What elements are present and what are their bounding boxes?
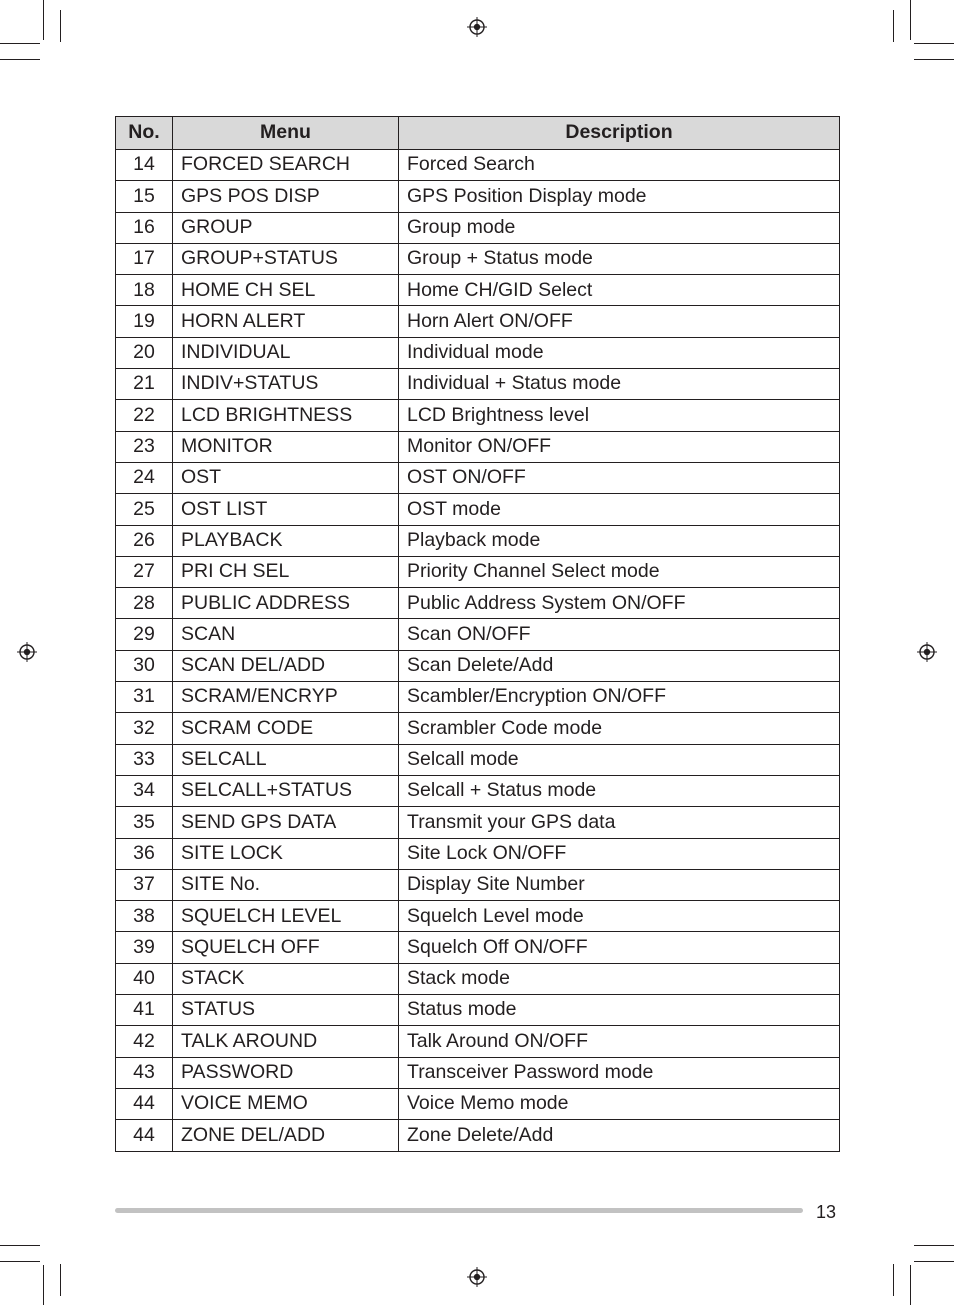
cell-menu: HOME CH SEL bbox=[173, 275, 399, 306]
table-row bbox=[116, 1088, 840, 1119]
table-row bbox=[116, 1057, 840, 1088]
table-row bbox=[116, 588, 840, 619]
cell-description: Individual + Status mode bbox=[399, 369, 840, 400]
page-number: 13 bbox=[816, 1202, 837, 1222]
cell-no: 33 bbox=[116, 744, 173, 775]
table-row bbox=[116, 212, 840, 243]
cell-menu: SITE LOCK bbox=[173, 838, 399, 869]
cell-no: 21 bbox=[116, 369, 173, 400]
table-row bbox=[116, 838, 840, 869]
crop-mark bbox=[914, 1261, 954, 1262]
table-row bbox=[116, 494, 840, 525]
cell-menu: ZONE DEL/ADD bbox=[173, 1120, 399, 1151]
cell-menu: STATUS bbox=[173, 995, 399, 1026]
cell-description: Talk Around ON/OFF bbox=[399, 1026, 840, 1057]
cell-menu: SELCALL bbox=[173, 744, 399, 775]
cell-description: Selcall + Status mode bbox=[399, 775, 840, 806]
table-row bbox=[116, 556, 840, 587]
column-header-description: Description bbox=[399, 117, 840, 150]
table-row bbox=[116, 1120, 840, 1151]
cell-menu: OST bbox=[173, 462, 399, 493]
cell-menu: MONITOR bbox=[173, 431, 399, 462]
cell-description: Zone Delete/Add bbox=[399, 1120, 840, 1151]
cell-no: 30 bbox=[116, 650, 173, 681]
table-row bbox=[116, 619, 840, 650]
registration-mark-icon bbox=[467, 1267, 487, 1287]
registration-mark-icon bbox=[917, 642, 937, 662]
registration-mark-icon bbox=[17, 642, 37, 662]
cell-no: 41 bbox=[116, 995, 173, 1026]
cell-no: 26 bbox=[116, 525, 173, 556]
cell-description: Horn Alert ON/OFF bbox=[399, 306, 840, 337]
cell-menu: FORCED SEARCH bbox=[173, 150, 399, 181]
crop-mark bbox=[60, 10, 61, 42]
table-row bbox=[116, 869, 840, 900]
cell-menu: PUBLIC ADDRESS bbox=[173, 588, 399, 619]
crop-mark bbox=[43, 0, 44, 40]
table-row bbox=[116, 932, 840, 963]
crop-mark bbox=[914, 43, 954, 44]
cell-menu: STACK bbox=[173, 963, 399, 994]
cell-no: 24 bbox=[116, 462, 173, 493]
registration-mark-icon bbox=[467, 17, 487, 37]
cell-description: GPS Position Display mode bbox=[399, 181, 840, 212]
cell-menu: GPS POS DISP bbox=[173, 181, 399, 212]
cell-no: 16 bbox=[116, 212, 173, 243]
cell-no: 19 bbox=[116, 306, 173, 337]
cell-no: 40 bbox=[116, 963, 173, 994]
cell-menu: SCAN DEL/ADD bbox=[173, 650, 399, 681]
crop-mark bbox=[60, 1264, 61, 1296]
cell-description: Squelch Off ON/OFF bbox=[399, 932, 840, 963]
cell-description: Group mode bbox=[399, 212, 840, 243]
cell-description: Squelch Level mode bbox=[399, 901, 840, 932]
cell-description: Forced Search bbox=[399, 150, 840, 181]
cell-menu: SEND GPS DATA bbox=[173, 807, 399, 838]
cell-menu: SCAN bbox=[173, 619, 399, 650]
table-row bbox=[116, 243, 840, 274]
cell-description: Scan Delete/Add bbox=[399, 650, 840, 681]
cell-no: 44 bbox=[116, 1088, 173, 1119]
cell-description: Playback mode bbox=[399, 525, 840, 556]
cell-description: Public Address System ON/OFF bbox=[399, 588, 840, 619]
cell-menu: SITE No. bbox=[173, 869, 399, 900]
cell-description: OST ON/OFF bbox=[399, 462, 840, 493]
cell-description: Transceiver Password mode bbox=[399, 1057, 840, 1088]
cell-description: Scrambler Code mode bbox=[399, 713, 840, 744]
cell-no: 29 bbox=[116, 619, 173, 650]
cell-menu: SCRAM CODE bbox=[173, 713, 399, 744]
column-header-menu: Menu bbox=[173, 117, 399, 150]
crop-mark bbox=[914, 59, 954, 60]
cell-description: Display Site Number bbox=[399, 869, 840, 900]
table-row bbox=[116, 431, 840, 462]
crop-mark bbox=[0, 43, 40, 44]
cell-no: 42 bbox=[116, 1026, 173, 1057]
cell-description: Transmit your GPS data bbox=[399, 807, 840, 838]
crop-mark bbox=[0, 1245, 40, 1246]
cell-no: 17 bbox=[116, 243, 173, 274]
cell-no: 15 bbox=[116, 181, 173, 212]
cell-description: Monitor ON/OFF bbox=[399, 431, 840, 462]
crop-mark bbox=[910, 1265, 911, 1305]
cell-no: 43 bbox=[116, 1057, 173, 1088]
cell-no: 14 bbox=[116, 150, 173, 181]
crop-mark bbox=[0, 59, 40, 60]
table-row bbox=[116, 337, 840, 368]
cell-menu: INDIV+STATUS bbox=[173, 369, 399, 400]
column-header-no: No. bbox=[116, 117, 173, 150]
cell-no: 34 bbox=[116, 775, 173, 806]
table-row bbox=[116, 963, 840, 994]
cell-no: 38 bbox=[116, 901, 173, 932]
cell-no: 27 bbox=[116, 556, 173, 587]
table-row bbox=[116, 400, 840, 431]
cell-no: 44 bbox=[116, 1120, 173, 1151]
cell-description: Individual mode bbox=[399, 337, 840, 368]
table-row bbox=[116, 807, 840, 838]
cell-menu: PRI CH SEL bbox=[173, 556, 399, 587]
crop-mark bbox=[914, 1245, 954, 1246]
cell-description: Priority Channel Select mode bbox=[399, 556, 840, 587]
table-row bbox=[116, 744, 840, 775]
cell-no: 28 bbox=[116, 588, 173, 619]
table-row bbox=[116, 682, 840, 713]
cell-menu: PASSWORD bbox=[173, 1057, 399, 1088]
cell-menu: OST LIST bbox=[173, 494, 399, 525]
cell-no: 20 bbox=[116, 337, 173, 368]
cell-description: Group + Status mode bbox=[399, 243, 840, 274]
table-row bbox=[116, 369, 840, 400]
cell-no: 25 bbox=[116, 494, 173, 525]
footer-bar bbox=[115, 1208, 803, 1213]
cell-menu: VOICE MEMO bbox=[173, 1088, 399, 1119]
cell-no: 22 bbox=[116, 400, 173, 431]
cell-description: Status mode bbox=[399, 995, 840, 1026]
cell-no: 36 bbox=[116, 838, 173, 869]
cell-menu: INDIVIDUAL bbox=[173, 337, 399, 368]
cell-menu: SQUELCH LEVEL bbox=[173, 901, 399, 932]
cell-description: Scan ON/OFF bbox=[399, 619, 840, 650]
table-row bbox=[116, 462, 840, 493]
cell-description: Stack mode bbox=[399, 963, 840, 994]
cell-menu: PLAYBACK bbox=[173, 525, 399, 556]
cell-menu: GROUP+STATUS bbox=[173, 243, 399, 274]
crop-mark bbox=[43, 1265, 44, 1305]
table-header bbox=[116, 117, 840, 150]
cell-menu: LCD BRIGHTNESS bbox=[173, 400, 399, 431]
cell-description: LCD Brightness level bbox=[399, 400, 840, 431]
table-header-row bbox=[116, 117, 840, 150]
cell-description: Home CH/GID Select bbox=[399, 275, 840, 306]
table-row bbox=[116, 901, 840, 932]
menu-function-table bbox=[115, 116, 840, 1152]
crop-mark bbox=[910, 0, 911, 40]
cell-description: Scambler/Encryption ON/OFF bbox=[399, 682, 840, 713]
table-row bbox=[116, 713, 840, 744]
cell-no: 31 bbox=[116, 682, 173, 713]
cell-description: Selcall mode bbox=[399, 744, 840, 775]
cell-description: Site Lock ON/OFF bbox=[399, 838, 840, 869]
table-row bbox=[116, 275, 840, 306]
cell-no: 32 bbox=[116, 713, 173, 744]
table-row bbox=[116, 1026, 840, 1057]
table-row bbox=[116, 181, 840, 212]
crop-mark bbox=[0, 1261, 40, 1262]
cell-menu: SELCALL+STATUS bbox=[173, 775, 399, 806]
table-row bbox=[116, 775, 840, 806]
crop-mark bbox=[893, 1264, 894, 1296]
cell-menu: SCRAM/ENCRYP bbox=[173, 682, 399, 713]
crop-mark bbox=[893, 10, 894, 42]
cell-description: OST mode bbox=[399, 494, 840, 525]
cell-description: Voice Memo mode bbox=[399, 1088, 840, 1119]
table-row bbox=[116, 650, 840, 681]
table-row bbox=[116, 995, 840, 1026]
cell-menu: HORN ALERT bbox=[173, 306, 399, 337]
cell-menu: GROUP bbox=[173, 212, 399, 243]
cell-menu: SQUELCH OFF bbox=[173, 932, 399, 963]
table-row bbox=[116, 306, 840, 337]
table-row bbox=[116, 525, 840, 556]
cell-no: 39 bbox=[116, 932, 173, 963]
table-body bbox=[116, 150, 840, 1152]
cell-no: 35 bbox=[116, 807, 173, 838]
cell-no: 18 bbox=[116, 275, 173, 306]
cell-menu: TALK AROUND bbox=[173, 1026, 399, 1057]
table-row bbox=[116, 150, 840, 181]
cell-no: 37 bbox=[116, 869, 173, 900]
cell-no: 23 bbox=[116, 431, 173, 462]
